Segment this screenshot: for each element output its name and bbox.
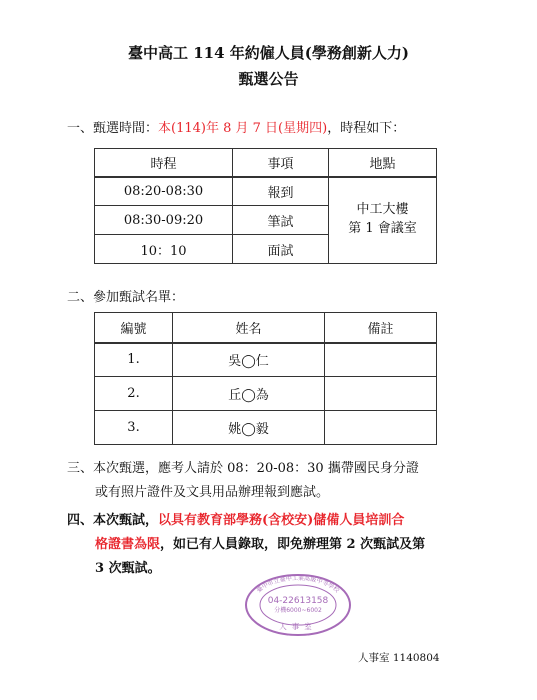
section4-prefix: 四、本次甄試， (67, 513, 159, 528)
section1-heading (67, 121, 405, 137)
section4-line3: 3 次甄試。 (95, 561, 161, 576)
schedule-location-cell (329, 177, 437, 264)
location-line2: 第 1 會議室 (348, 221, 417, 237)
schedule-row-item: 筆試 (233, 206, 329, 235)
schedule-row-time: 08:20-08:30 (95, 177, 233, 206)
section3-line2: 或有照片證件及文具用品辦理報到應試。 (95, 485, 330, 500)
section4-rest2: ，如已有人員錄取，即免辦理第 2 次甄試及第 (160, 537, 426, 552)
schedule-row-time: 10：10 (95, 235, 233, 264)
candidate-row-name: 姚◯毅 (173, 411, 325, 445)
stamp-dept: 人事室 (279, 622, 317, 631)
candidate-header-name: 姓名 (173, 313, 325, 343)
section2-heading: 二、參加甄試名單： (67, 290, 185, 305)
schedule-row-item: 面試 (233, 235, 329, 264)
candidate-row-name: 丘◯為 (173, 377, 325, 411)
footer-signature: 人事室 1140804 (358, 652, 440, 664)
doc-title-line2: 甄選公告 (238, 70, 299, 88)
candidate-row-note (325, 343, 437, 377)
candidate-header-no: 編號 (95, 313, 173, 343)
candidate-table (94, 312, 437, 445)
schedule-header-item: 事項 (233, 149, 329, 177)
candidate-header-note: 備註 (325, 313, 437, 343)
candidate-row-no: 1. (95, 343, 173, 377)
section4-line1 (67, 513, 404, 529)
official-seal-stamp (243, 572, 353, 638)
schedule-table (94, 148, 437, 264)
section4-line2 (95, 537, 425, 553)
section3-line1: 三、本次甄選，應考人請於 08：20-08：30 攜帶國民身分證 (67, 461, 419, 476)
section1-prefix: 一、甄選時間： (67, 121, 159, 136)
stamp-ext: 分機6000~6002 (274, 607, 322, 614)
candidate-row-name: 吳◯仁 (173, 343, 325, 377)
schedule-header-location: 地點 (329, 149, 437, 177)
location-line1: 中工大樓 (356, 202, 409, 218)
schedule-header-time: 時程 (95, 149, 233, 177)
doc-title-line1: 臺中高工 114 年約僱人員(學務創新人力) (128, 44, 409, 62)
candidate-row-no: 3. (95, 411, 173, 445)
section4-red1: 以具有教育部學務(含校安)儲備人員培訓合 (158, 513, 405, 528)
section1-date: 本(114)年 8 月 7 日(星期四) (158, 121, 328, 136)
section4-red2: 格證書為限 (95, 537, 161, 552)
candidate-row-no: 2. (95, 377, 173, 411)
candidate-row-note (325, 377, 437, 411)
schedule-row-time: 08:30-09:20 (95, 206, 233, 235)
section1-suffix: ，時程如下： (327, 121, 406, 136)
stamp-phone: 04-22613158 (267, 596, 329, 606)
stamp-ring-text: 臺中市立臺中工業高級中等學校 (255, 574, 341, 595)
candidate-row-note (325, 411, 437, 445)
schedule-row-item: 報到 (233, 177, 329, 206)
